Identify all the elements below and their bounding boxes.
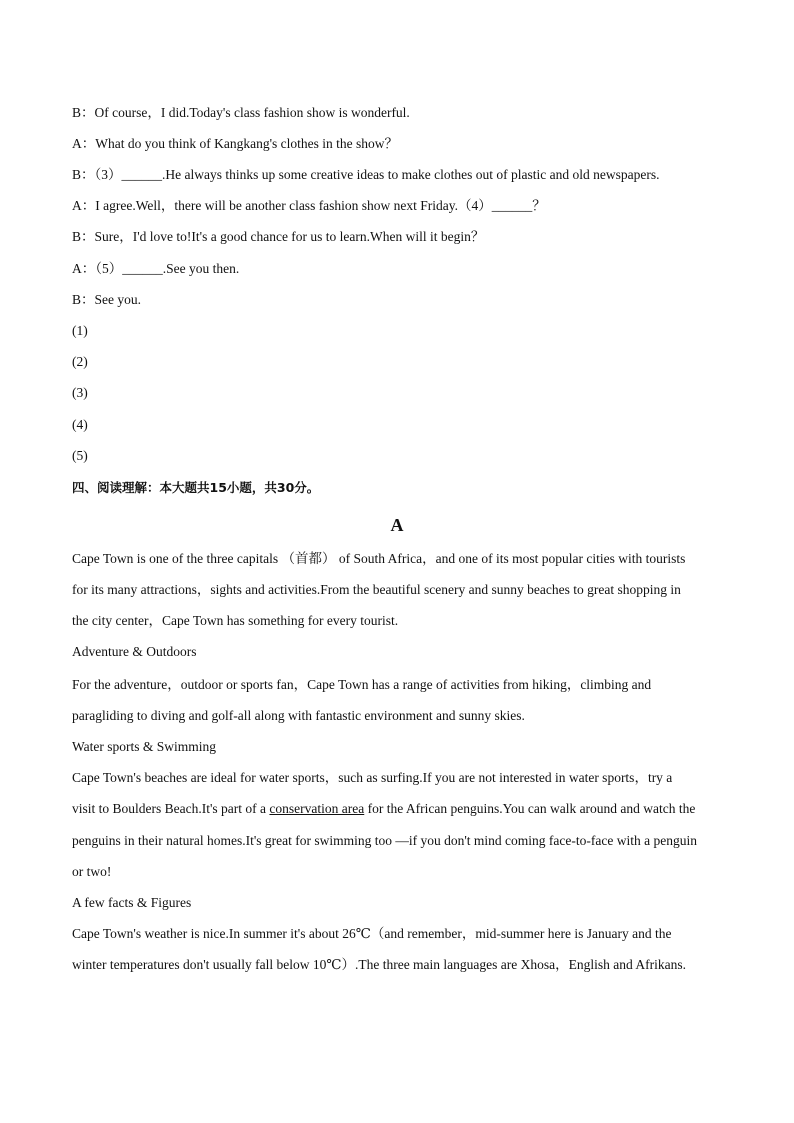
dialogue-line: B：（3）______.He always thinks up some creative ideas to make clothes out of plastic and old newspapers. (72, 167, 660, 182)
passage-heading: A (390, 515, 404, 535)
passage-line: or two! (72, 864, 112, 879)
section-title: 四、阅读理解：本大题共15小题，共30分。 (72, 480, 320, 495)
answer-label: (5) (72, 448, 88, 463)
underlined-term: conservation area (269, 801, 365, 816)
dialogue-line: A：I agree.Well，there will be another class fashion show next Friday.（4）______？ (72, 198, 546, 213)
passage-line (72, 800, 732, 818)
dialogue-line: A：（5）______.See you then. (72, 261, 240, 276)
dialogue-line: B：Sure，I'd love to!It's a good chance for us to learn.When will it begin？ (72, 229, 485, 244)
passage-line: Cape Town's beaches are ideal for water sports，such as surfing.If you are not interested in water sports，try a (72, 770, 673, 785)
subheading-water-sports: Water sports & Swimming (72, 739, 217, 754)
subheading-adventure: Adventure & Outdoors (72, 644, 197, 659)
text-segment: for the African penguins.You can walk around and watch the (364, 801, 696, 816)
answer-label: (3) (72, 385, 88, 400)
passage-line: winter temperatures don't usually fall below 10℃）.The three main languages are Xhosa，English and Afrikans. (72, 957, 686, 972)
passage-line: the city center，Cape Town has something for every tourist. (72, 613, 399, 628)
answer-label: (4) (72, 417, 88, 432)
passage-line: for its many attractions，sights and activities.From the beautiful scenery and sunny beaches to great shopping in (72, 582, 681, 597)
passage-line: paragliding to diving and golf-all along with fantastic environment and sunny skies. (72, 708, 525, 723)
passage-line: penguins in their natural homes.It's great for swimming too —if you don't mind coming face-to-face with a penguin (72, 833, 697, 848)
answer-label: (1) (72, 323, 88, 338)
dialogue-line: B：See you. (72, 292, 141, 307)
subheading-facts: A few facts & Figures (72, 895, 192, 910)
dialogue-line: A：What do you think of Kangkang's clothes in the show？ (72, 136, 399, 151)
passage-line: Cape Town's weather is nice.In summer it's about 26℃（and remember，mid-summer here is January and the (72, 926, 672, 941)
passage-line: For the adventure，outdoor or sports fan，Cape Town has a range of activities from hiking，climbing and (72, 677, 652, 692)
answer-label: (2) (72, 354, 88, 369)
text-segment: visit to Boulders Beach.It's part of a (72, 801, 270, 816)
dialogue-line: B：Of course，I did.Today's class fashion show is wonderful. (72, 105, 410, 120)
passage-line: Cape Town is one of the three capitals （首都） of South Africa，and one of its most popular cities with tourists (72, 551, 686, 566)
